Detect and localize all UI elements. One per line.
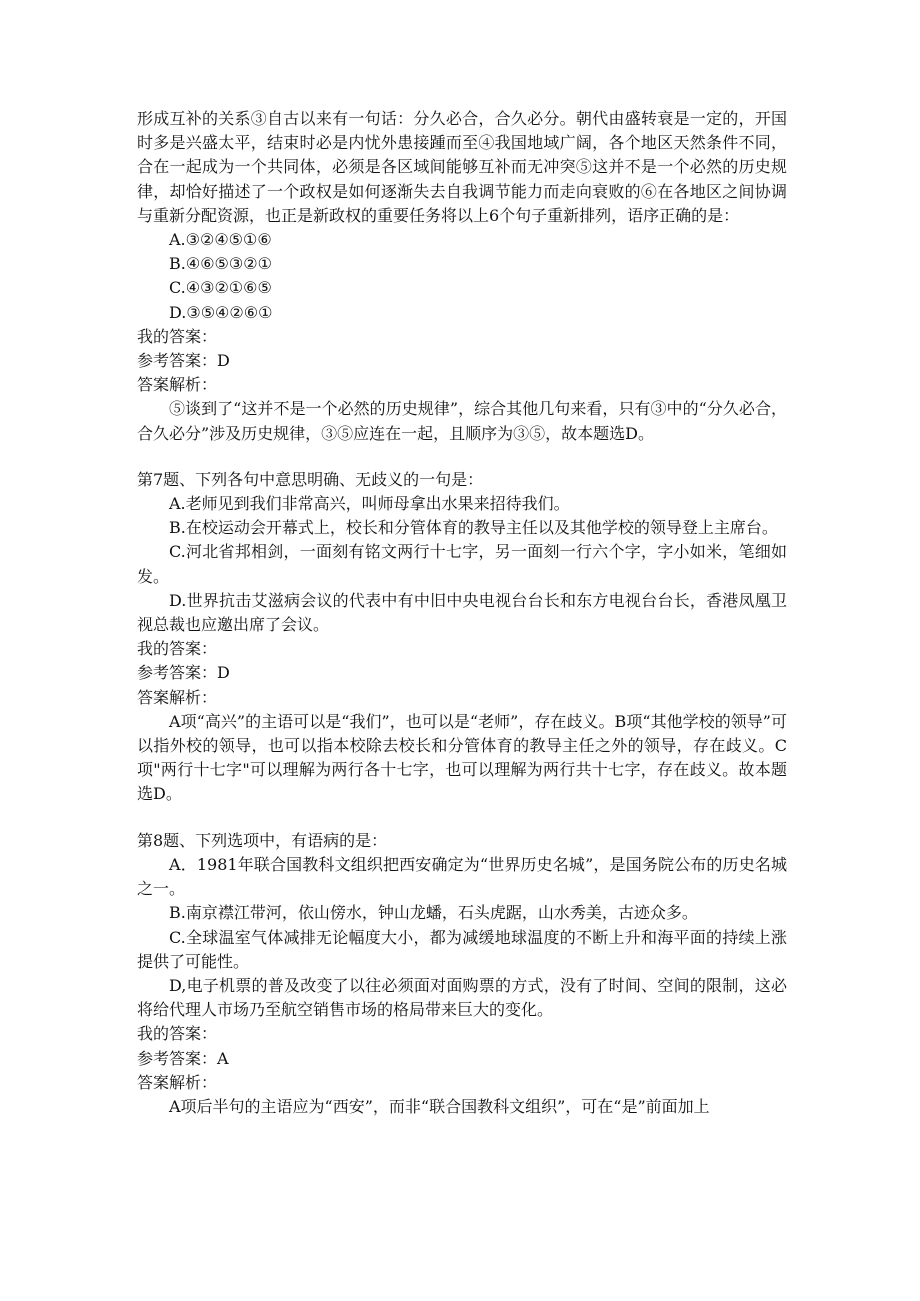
- q8-option-b: B.南京襟江带河，依山傍水，钟山龙蟠，石头虎踞，山水秀美，古迹众多。: [169, 903, 698, 923]
- q8-analysis-label: 答案解析：: [137, 1072, 218, 1092]
- q6-option-b: B.④⑥⑤③②①: [169, 254, 272, 274]
- q7-option-d: D.世界抗击艾滋病会议的代表中有中旧中央电视台台长和东方电视台台长，香港凤凰卫视总裁也应邀出席了会议。: [137, 590, 787, 635]
- q8-analysis: A项后半句的主语应为“西安”，而非“联合国教科文组织”，可在“是”前面加上: [169, 1096, 710, 1116]
- q8-option-d: D,电子机票的普及改变了以往必须面对面购票的方式，没有了时间、空间的限制，这必将给代理人市场乃至航空销售市场的格局带来巨大的变化。: [137, 975, 787, 1020]
- q7-stem: 第7题、下列各句中意思明确、无歧义的一句是：: [137, 469, 484, 489]
- q6-analysis-label: 答案解析：: [137, 375, 218, 395]
- q8-option-c: C.全球温室气体减排无论幅度大小，都为减缓地球温度的不断上升和海平面的持续上涨提供了可能性。: [137, 927, 787, 971]
- q7-reference-answer: 参考答案：D: [137, 663, 230, 683]
- q6-option-a: A.③②④⑤①⑥: [169, 230, 272, 250]
- q8-my-answer: 我的答案：: [137, 1024, 218, 1044]
- q7-analysis: A项“高兴”的主语可以是“我们”，也可以是“老师”，存在歧义。B项“其他学校的领导”可以指外校的领导，也可以指本校除去校长和分管体育的教导主任之外的领导，存在歧义。C项"两行十七字"可以理解为两行各十七字，也可以理解为两行共十七字，存在歧义。故本题选D。: [137, 711, 787, 804]
- q6-option-c: C.④③②①⑥⑤: [169, 278, 272, 298]
- q8-option-a: A．1981年联合国教科文组织把西安确定为“世界历史名城”，是国务院公布的历史名城之一。: [137, 854, 787, 899]
- q6-my-answer: 我的答案：: [137, 326, 218, 346]
- q7-option-b: B.在校运动会开幕式上，校长和分管体育的教导主任以及其他学校的领导登上主席台。: [169, 518, 778, 538]
- q6-reference-answer: 参考答案：D: [137, 351, 230, 371]
- q6-analysis: ⑤谈到了“这并不是一个必然的历史规律”，综合其他几句来看，只有③中的“分久必合，合久必分”涉及历史规律，③⑤应连在一起，且顺序为③⑤，故本题选D。: [137, 399, 787, 443]
- q7-analysis-label: 答案解析：: [137, 687, 218, 707]
- q6-option-d: D.③⑤④②⑥①: [169, 302, 273, 322]
- q6-stem: 形成互补的关系③自古以来有一句话：分久必合，合久必分。朝代由盛转衰是一定的，开国时多是兴盛太平，结束时必是内忧外患接踵而至④我国地域广阔，各个地区天然条件不同，合在一起成为一个共同体，必须是各区域间能够互补而无冲突⑤这并不是一个必然的历史规律，却恰好描述了一个政权是如何逐渐失去自我调节能力而走向衰败的⑥在各地区之间协调与重新分配资源，也正是新政权的重要任务将以上6个句子重新排列，语序正确的是：: [137, 109, 787, 225]
- document-page: [137, 107, 787, 1119]
- q7-my-answer: 我的答案：: [137, 639, 218, 659]
- spacer: [137, 807, 787, 829]
- q8-reference-answer: 参考答案：A: [137, 1048, 229, 1068]
- q8-stem: 第8题、下列选项中，有语病的是：: [137, 830, 388, 850]
- q7-option-c: C.河北省邦相剑，一面刻有铭文两行十七字，另一面刻一行六个字，字小如米，笔细如发。: [137, 542, 787, 586]
- spacer: [137, 446, 787, 468]
- q7-option-a: A.老师见到我们非常高兴，叫师母拿出水果来招待我们。: [169, 494, 570, 514]
